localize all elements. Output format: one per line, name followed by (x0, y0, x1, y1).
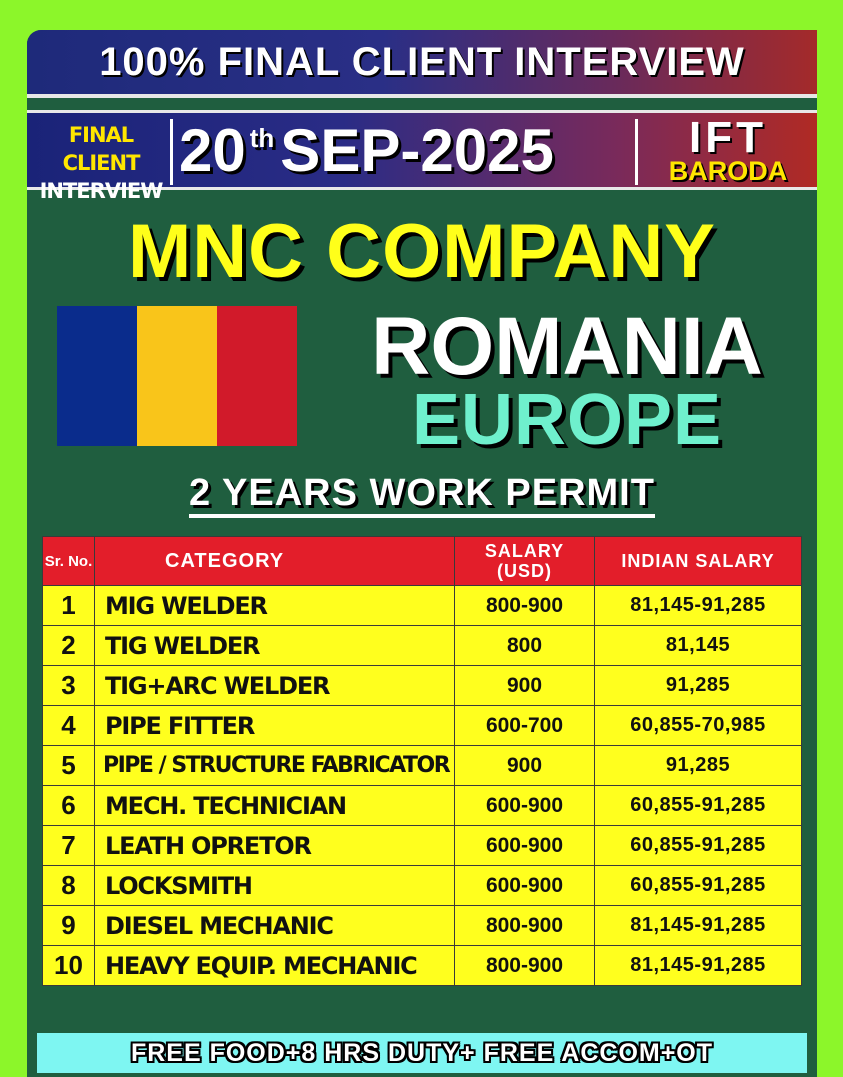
row-number: 3 (43, 666, 95, 706)
row-number: 10 (43, 946, 95, 986)
poster-card (27, 30, 817, 1077)
top-banner-text: 100% FINAL CLIENT INTERVIEW (99, 39, 745, 84)
row-category: MECH. TECHNICIAN (95, 786, 455, 826)
table-row (43, 626, 802, 666)
work-permit-text (27, 470, 817, 516)
table-row (43, 666, 802, 706)
row-number: 1 (43, 586, 95, 626)
row-salary-usd: 800-900 (455, 946, 595, 986)
row-number: 4 (43, 706, 95, 746)
row-indian-salary: 81,145-91,285 (595, 946, 802, 986)
row-number: 5 (43, 746, 95, 786)
row-salary-usd: 800 (455, 626, 595, 666)
romania-flag (57, 306, 297, 446)
benefits-footer (37, 1033, 807, 1073)
row-indian-salary: 60,855-91,285 (595, 786, 802, 826)
table-row (43, 866, 802, 906)
row-number: 6 (43, 786, 95, 826)
region-title: EUROPE (411, 380, 723, 460)
header-salary-usd: SALARY (USD) (455, 537, 595, 586)
row-indian-salary: 81,145-91,285 (595, 906, 802, 946)
divider-right (635, 119, 638, 185)
interview-date (179, 115, 627, 187)
table-row (43, 906, 802, 946)
row-salary-usd: 600-700 (455, 706, 595, 746)
header-indian-salary: INDIAN SALARY (595, 537, 802, 586)
date-suffix: th (249, 123, 275, 153)
interview-label (37, 121, 165, 205)
table-row (43, 786, 802, 826)
country-title: ROMANIA (371, 301, 763, 392)
row-number: 8 (43, 866, 95, 906)
brand-logo: IFT (689, 113, 767, 162)
header-category: CATEGORY (95, 537, 455, 586)
date-day: 20 (179, 117, 246, 184)
flag-stripe-yellow (137, 306, 217, 446)
row-category: LOCKSMITH (95, 866, 455, 906)
brand-city: BARODA (668, 156, 788, 186)
work-permit-label: 2 YEARS WORK PERMIT (189, 472, 655, 518)
table-row (43, 746, 802, 786)
table-row (43, 586, 802, 626)
top-banner (27, 30, 817, 98)
row-indian-salary: 60,855-91,285 (595, 866, 802, 906)
row-salary-usd: 900 (455, 746, 595, 786)
row-category: DIESEL MECHANIC (95, 906, 455, 946)
row-indian-salary: 81,145 (595, 626, 802, 666)
row-salary-usd: 600-900 (455, 866, 595, 906)
row-category: MIG WELDER (95, 586, 455, 626)
interview-label-line1: FINAL CLIENT (62, 123, 140, 175)
divider-left (170, 119, 173, 185)
row-number: 7 (43, 826, 95, 866)
row-category: LEATH OPRETOR (95, 826, 455, 866)
row-category: TIG+ARC WELDER (95, 666, 455, 706)
table-row (43, 826, 802, 866)
row-salary-usd: 900 (455, 666, 595, 706)
benefits-text: FREE FOOD+8 HRS DUTY+ FREE ACCOM+OT (130, 1038, 714, 1067)
row-number: 9 (43, 906, 95, 946)
row-category: HEAVY EQUIP. MECHANIC (95, 946, 455, 986)
date-month-year: SEP-2025 (280, 117, 554, 184)
row-category: PIPE FITTER (95, 706, 455, 746)
row-indian-salary: 81,145-91,285 (595, 586, 802, 626)
flag-stripe-red (217, 306, 297, 446)
job-table (42, 536, 802, 986)
header-sr-no: Sr. No. (43, 537, 95, 586)
row-indian-salary: 60,855-91,285 (595, 826, 802, 866)
row-salary-usd: 800-900 (455, 906, 595, 946)
row-category: PIPE / STRUCTURE FABRICATOR (95, 746, 455, 786)
flag-stripe-blue (57, 306, 137, 446)
table-header-row (43, 537, 802, 586)
interview-date-banner (27, 110, 817, 203)
row-indian-salary: 60,855-70,985 (595, 706, 802, 746)
row-salary-usd: 600-900 (455, 826, 595, 866)
interview-label-line2: INTERVIEW (39, 179, 163, 203)
row-number: 2 (43, 626, 95, 666)
row-indian-salary: 91,285 (595, 666, 802, 706)
company-title: MNC COMPANY (127, 209, 716, 294)
row-indian-salary: 91,285 (595, 746, 802, 786)
table-row (43, 946, 802, 986)
row-category: TIG WELDER (95, 626, 455, 666)
row-salary-usd: 600-900 (455, 786, 595, 826)
table-row (43, 706, 802, 746)
row-salary-usd: 800-900 (455, 586, 595, 626)
